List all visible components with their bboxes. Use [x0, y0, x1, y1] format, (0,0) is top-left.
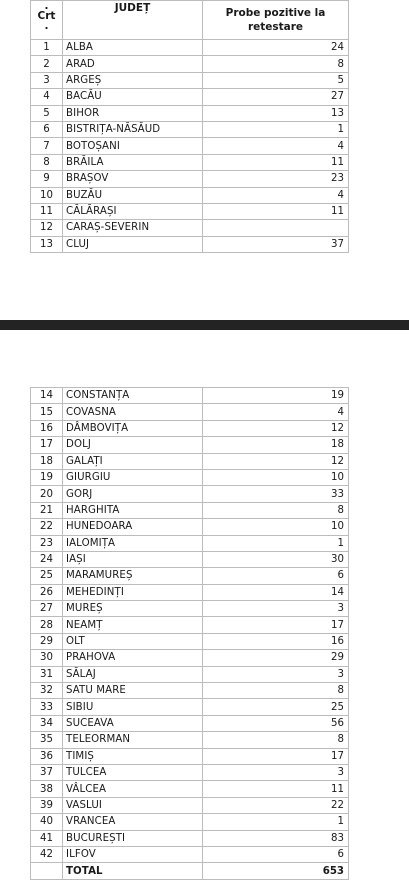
row-number: 25 — [31, 568, 63, 584]
county-name: NEAMȚ — [63, 617, 203, 633]
positive-count: 8 — [203, 732, 349, 748]
table-row — [31, 404, 349, 420]
header-nr-dot-top: . — [44, 0, 49, 12]
county-name: SĂLAJ — [63, 666, 203, 682]
table-row — [31, 388, 349, 404]
positive-count: 83 — [203, 830, 349, 846]
row-number: 30 — [31, 650, 63, 666]
table-row — [31, 519, 349, 535]
county-table-part-1 — [30, 0, 349, 253]
county-name: ARGEȘ — [63, 72, 203, 88]
positive-count: 4 — [203, 404, 349, 420]
table-row — [31, 105, 349, 121]
table-row — [31, 171, 349, 187]
table-row — [31, 40, 349, 56]
row-number: 24 — [31, 551, 63, 567]
table-row — [31, 601, 349, 617]
positive-count: 25 — [203, 699, 349, 715]
table-row — [31, 699, 349, 715]
table-row — [31, 551, 349, 567]
header-positive-retests: Probe pozitive la retestare — [203, 1, 349, 40]
table-row — [31, 764, 349, 780]
table-row — [31, 633, 349, 649]
county-name: HARGHITA — [63, 502, 203, 518]
county-table-part-2 — [30, 387, 349, 880]
table-row — [31, 187, 349, 203]
positive-count: 10 — [203, 519, 349, 535]
table-row — [31, 715, 349, 731]
county-name: SUCEAVA — [63, 715, 203, 731]
table-row — [31, 617, 349, 633]
county-name: TIMIȘ — [63, 748, 203, 764]
county-name: SATU MARE — [63, 683, 203, 699]
positive-count: 1 — [203, 121, 349, 137]
county-name: CONSTANȚA — [63, 388, 203, 404]
row-number: 1 — [31, 40, 63, 56]
county-name: IALOMIȚA — [63, 535, 203, 551]
row-number: 36 — [31, 748, 63, 764]
positive-count — [203, 220, 349, 236]
positive-count: 11 — [203, 203, 349, 219]
positive-count: 3 — [203, 601, 349, 617]
positive-count: 11 — [203, 154, 349, 170]
county-name: BUZĂU — [63, 187, 203, 203]
row-number: 37 — [31, 764, 63, 780]
total-nr-cell — [31, 863, 63, 879]
table-row — [31, 486, 349, 502]
row-number: 22 — [31, 519, 63, 535]
row-number: 42 — [31, 846, 63, 862]
row-number: 40 — [31, 814, 63, 830]
table-row — [31, 203, 349, 219]
table-header-row — [31, 1, 349, 40]
positive-count: 13 — [203, 105, 349, 121]
county-name: VÂLCEA — [63, 781, 203, 797]
table-body-part-2 — [31, 388, 349, 863]
county-name: MEHEDINȚI — [63, 584, 203, 600]
page-divider-bar — [0, 320, 409, 330]
table-body-part-1 — [31, 40, 349, 253]
county-name: PRAHOVA — [63, 650, 203, 666]
row-number: 32 — [31, 683, 63, 699]
county-name: VASLUI — [63, 797, 203, 813]
table-row — [31, 89, 349, 105]
county-name: SIBIU — [63, 699, 203, 715]
county-name: COVASNA — [63, 404, 203, 420]
row-number: 23 — [31, 535, 63, 551]
county-name: CARAȘ-SEVERIN — [63, 220, 203, 236]
table-row — [31, 420, 349, 436]
table-row — [31, 797, 349, 813]
county-name: TULCEA — [63, 764, 203, 780]
positive-count: 4 — [203, 138, 349, 154]
positive-count: 6 — [203, 846, 349, 862]
county-name: TELEORMAN — [63, 732, 203, 748]
positive-count: 24 — [203, 40, 349, 56]
table-row — [31, 453, 349, 469]
positive-count: 6 — [203, 568, 349, 584]
positive-count: 3 — [203, 764, 349, 780]
county-name: OLT — [63, 633, 203, 649]
table-row — [31, 584, 349, 600]
county-name: DOLJ — [63, 437, 203, 453]
row-number: 15 — [31, 404, 63, 420]
table-row — [31, 846, 349, 862]
county-name: ARAD — [63, 56, 203, 72]
row-number: 11 — [31, 203, 63, 219]
row-number: 18 — [31, 453, 63, 469]
positive-count: 37 — [203, 236, 349, 252]
total-value: 653 — [203, 863, 349, 879]
row-number: 26 — [31, 584, 63, 600]
positive-count: 1 — [203, 814, 349, 830]
row-number: 38 — [31, 781, 63, 797]
county-name: BISTRIȚA-NĂSĂUD — [63, 121, 203, 137]
positive-count: 22 — [203, 797, 349, 813]
positive-count: 19 — [203, 388, 349, 404]
positive-count: 30 — [203, 551, 349, 567]
county-name: DÂMBOVIȚA — [63, 420, 203, 436]
row-number: 35 — [31, 732, 63, 748]
table-row — [31, 732, 349, 748]
row-number: 41 — [31, 830, 63, 846]
positive-count: 8 — [203, 502, 349, 518]
county-name: MUREȘ — [63, 601, 203, 617]
row-number: 6 — [31, 121, 63, 137]
county-name: IAȘI — [63, 551, 203, 567]
table-row — [31, 535, 349, 551]
county-name: BACĂU — [63, 89, 203, 105]
row-number: 34 — [31, 715, 63, 731]
positive-count: 10 — [203, 469, 349, 485]
table-row — [31, 220, 349, 236]
row-number: 31 — [31, 666, 63, 682]
county-name: BOTOȘANI — [63, 138, 203, 154]
row-number: 14 — [31, 388, 63, 404]
positive-count: 56 — [203, 715, 349, 731]
county-name: BRĂILA — [63, 154, 203, 170]
positive-count: 17 — [203, 748, 349, 764]
row-number: 17 — [31, 437, 63, 453]
row-number: 10 — [31, 187, 63, 203]
positive-count: 11 — [203, 781, 349, 797]
positive-count: 17 — [203, 617, 349, 633]
row-number: 33 — [31, 699, 63, 715]
positive-count: 27 — [203, 89, 349, 105]
positive-count: 8 — [203, 683, 349, 699]
table-row — [31, 781, 349, 797]
county-name: GORJ — [63, 486, 203, 502]
table-row — [31, 502, 349, 518]
row-number: 39 — [31, 797, 63, 813]
county-name: HUNEDOARA — [63, 519, 203, 535]
row-number: 27 — [31, 601, 63, 617]
row-number: 4 — [31, 89, 63, 105]
positive-count: 5 — [203, 72, 349, 88]
row-number: 9 — [31, 171, 63, 187]
table-row — [31, 814, 349, 830]
table-row — [31, 154, 349, 170]
county-name: CLUJ — [63, 236, 203, 252]
total-row — [31, 863, 349, 879]
positive-count: 23 — [203, 171, 349, 187]
row-number: 20 — [31, 486, 63, 502]
table-row — [31, 121, 349, 137]
positive-count: 3 — [203, 666, 349, 682]
header-nr-crt — [31, 1, 63, 40]
positive-count: 33 — [203, 486, 349, 502]
table-row — [31, 437, 349, 453]
positive-count: 12 — [203, 420, 349, 436]
positive-count: 8 — [203, 56, 349, 72]
row-number: 13 — [31, 236, 63, 252]
county-name: MARAMUREȘ — [63, 568, 203, 584]
row-number: 8 — [31, 154, 63, 170]
county-name: ILFOV — [63, 846, 203, 862]
table-row — [31, 683, 349, 699]
header-nr-dot-bottom: . — [44, 20, 49, 32]
positive-count: 18 — [203, 437, 349, 453]
table-row — [31, 236, 349, 252]
table-row — [31, 72, 349, 88]
table-row — [31, 568, 349, 584]
positive-count: 16 — [203, 633, 349, 649]
county-name: ALBA — [63, 40, 203, 56]
table-row — [31, 469, 349, 485]
table-row — [31, 650, 349, 666]
positive-count: 12 — [203, 453, 349, 469]
positive-count: 4 — [203, 187, 349, 203]
county-name: BRAȘOV — [63, 171, 203, 187]
positive-count: 29 — [203, 650, 349, 666]
county-name: VRANCEA — [63, 814, 203, 830]
total-label: TOTAL — [63, 863, 203, 879]
row-number: 19 — [31, 469, 63, 485]
table-row — [31, 56, 349, 72]
row-number: 5 — [31, 105, 63, 121]
header-county: JUDEȚ — [63, 1, 203, 40]
row-number: 28 — [31, 617, 63, 633]
row-number: 12 — [31, 220, 63, 236]
positive-count: 1 — [203, 535, 349, 551]
county-name: CĂLĂRAȘI — [63, 203, 203, 219]
county-name: BIHOR — [63, 105, 203, 121]
row-number: 3 — [31, 72, 63, 88]
header-nr-label: Crt — [37, 10, 56, 22]
table-row — [31, 666, 349, 682]
table-row — [31, 830, 349, 846]
row-number: 2 — [31, 56, 63, 72]
row-number: 29 — [31, 633, 63, 649]
positive-count: 14 — [203, 584, 349, 600]
county-name: GIURGIU — [63, 469, 203, 485]
table-row — [31, 748, 349, 764]
table-row — [31, 138, 349, 154]
county-name: BUCUREȘTI — [63, 830, 203, 846]
row-number: 21 — [31, 502, 63, 518]
row-number: 16 — [31, 420, 63, 436]
county-name: GALAȚI — [63, 453, 203, 469]
row-number: 7 — [31, 138, 63, 154]
